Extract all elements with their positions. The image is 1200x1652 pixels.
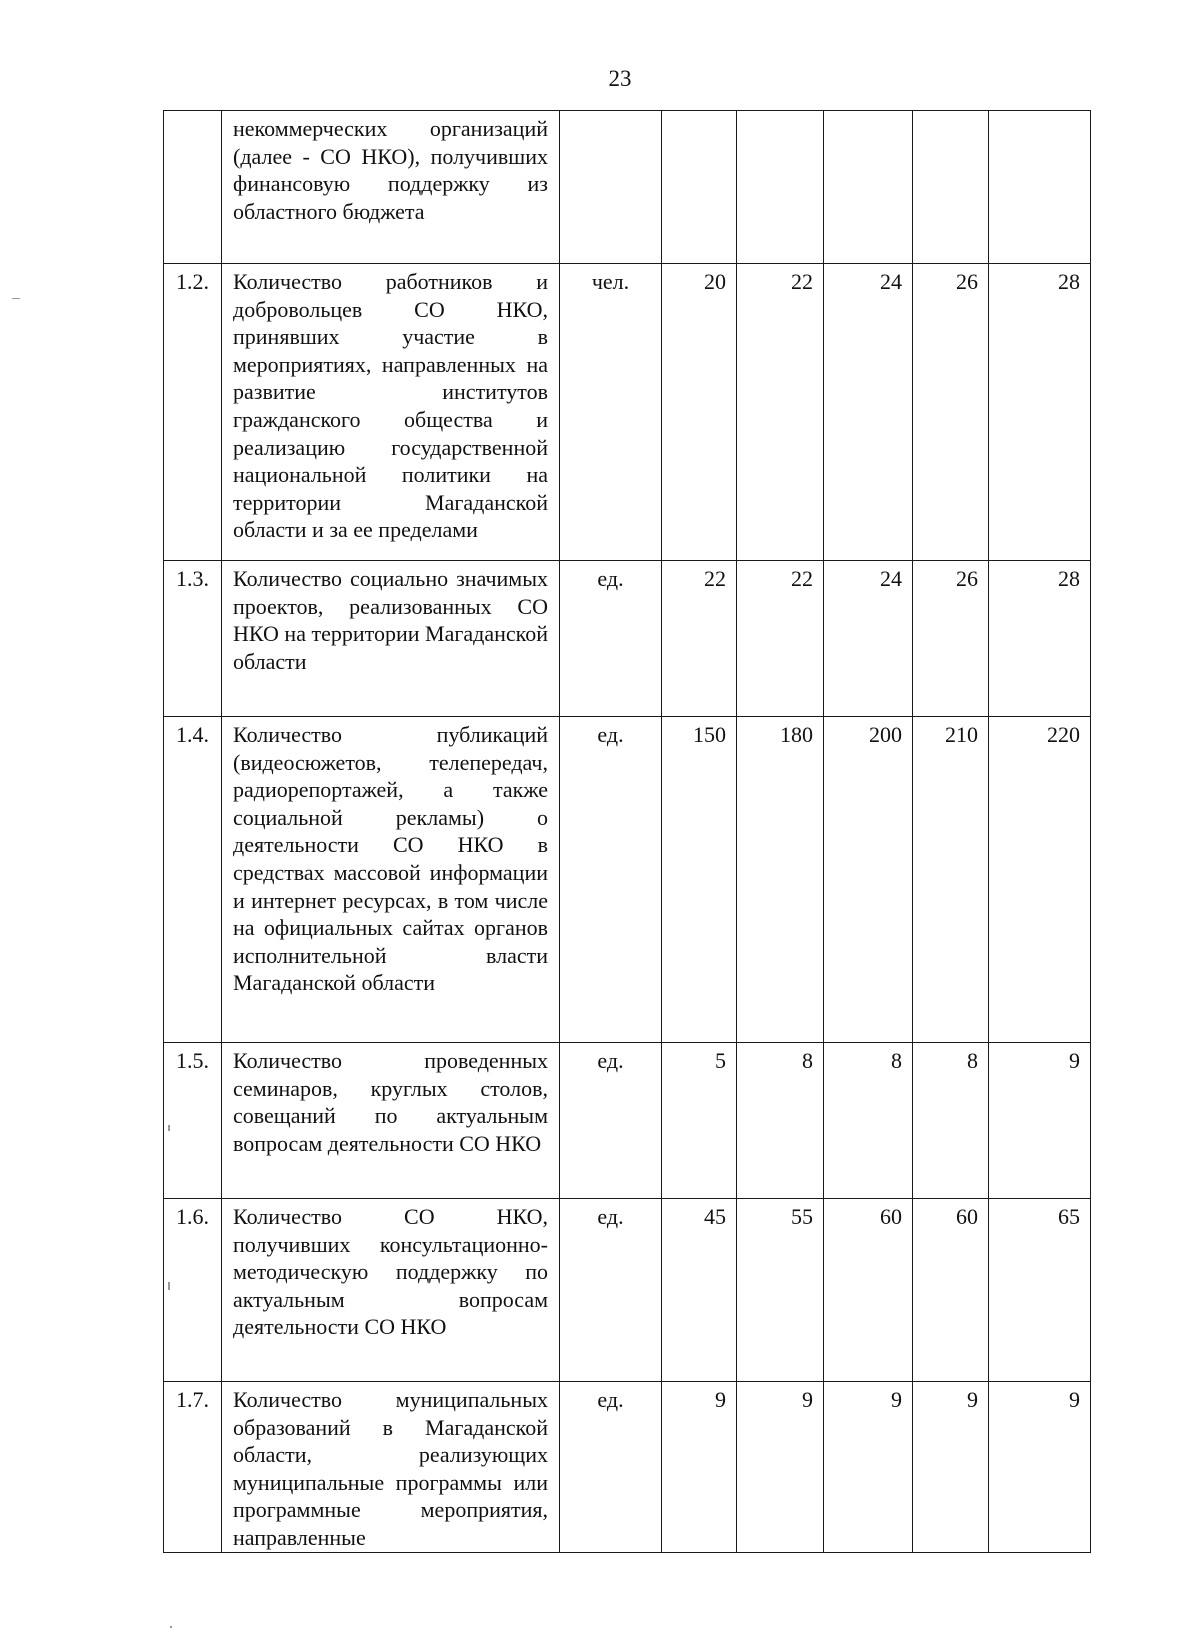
- value-cell: 9: [989, 1043, 1091, 1199]
- row-number: 1.3.: [164, 561, 222, 717]
- value-cell: 8: [913, 1043, 989, 1199]
- indicator-name: Количество работников и добровольцев СО НКО, принявших участие в мероприятиях, направленных на развитие институтов гражданского общества и реализацию государственной национальной политики на территории Магаданской области и за ее пределами: [222, 264, 560, 561]
- value-cell: 60: [913, 1199, 989, 1382]
- unit-cell: ед.: [560, 717, 662, 1043]
- scan-artifact: [170, 1626, 172, 1628]
- indicator-name: Количество СО НКО, получивших консультационно-методическую поддержку по актуальным вопросам деятельности СО НКО: [222, 1199, 560, 1382]
- unit-cell: чел.: [560, 264, 662, 561]
- value-cell: 220: [989, 717, 1091, 1043]
- table-row: [164, 111, 1091, 264]
- table-row: [164, 717, 1091, 1043]
- scan-artifact: [12, 298, 20, 299]
- table-row: [164, 1382, 1091, 1553]
- value-cell: 210: [913, 717, 989, 1043]
- row-number: 1.2.: [164, 264, 222, 561]
- value-cell: 22: [737, 561, 824, 717]
- unit-cell: [560, 111, 662, 264]
- indicator-name: Количество проведенных семинаров, круглых столов, совещаний по актуальным вопросам деятельности СО НКО: [222, 1043, 560, 1199]
- table-row: [164, 561, 1091, 717]
- value-cell: 180: [737, 717, 824, 1043]
- unit-cell: ед.: [560, 561, 662, 717]
- value-cell: 9: [824, 1382, 913, 1553]
- row-number: 1.4.: [164, 717, 222, 1043]
- row-number: 1.6.: [164, 1199, 222, 1382]
- value-cell: 8: [737, 1043, 824, 1199]
- value-cell: 9: [913, 1382, 989, 1553]
- table-row: [164, 264, 1091, 561]
- value-cell: 20: [662, 264, 737, 561]
- value-cell: 9: [737, 1382, 824, 1553]
- value-cell: [737, 111, 824, 264]
- table-row: [164, 1043, 1091, 1199]
- indicators-table: [163, 110, 1091, 1553]
- value-cell: [824, 111, 913, 264]
- value-cell: 65: [989, 1199, 1091, 1382]
- value-cell: [662, 111, 737, 264]
- value-cell: 24: [824, 264, 913, 561]
- value-cell: 22: [662, 561, 737, 717]
- value-cell: 9: [989, 1382, 1091, 1553]
- value-cell: 28: [989, 561, 1091, 717]
- value-cell: 9: [662, 1382, 737, 1553]
- unit-cell: ед.: [560, 1043, 662, 1199]
- value-cell: 26: [913, 264, 989, 561]
- row-number: [164, 111, 222, 264]
- value-cell: 8: [824, 1043, 913, 1199]
- value-cell: 55: [737, 1199, 824, 1382]
- value-cell: 60: [824, 1199, 913, 1382]
- indicator-name: Количество социально значимых проектов, реализованных СО НКО на территории Магаданской области: [222, 561, 560, 717]
- table-row: [164, 1199, 1091, 1382]
- value-cell: 24: [824, 561, 913, 717]
- unit-cell: ед.: [560, 1382, 662, 1553]
- value-cell: 45: [662, 1199, 737, 1382]
- row-number: 1.7.: [164, 1382, 222, 1553]
- value-cell: 22: [737, 264, 824, 561]
- indicator-name: некоммерческих организаций (далее - СО НКО), получивших финансовую поддержку из областного бюджета: [222, 111, 560, 264]
- value-cell: 150: [662, 717, 737, 1043]
- scan-artifact: [168, 1282, 170, 1290]
- value-cell: 200: [824, 717, 913, 1043]
- value-cell: [913, 111, 989, 264]
- unit-cell: ед.: [560, 1199, 662, 1382]
- value-cell: [989, 111, 1091, 264]
- value-cell: 26: [913, 561, 989, 717]
- indicator-name: Количество муниципальных образований в Магаданской области, реализующих муниципальные программы или программные мероприятия, направленные: [222, 1382, 560, 1553]
- scan-artifact: [168, 1125, 170, 1131]
- indicator-name: Количество публикаций (видеосюжетов, телепередач, радиорепортажей, а также социальной рекламы) о деятельности СО НКО в средствах массовой информации и интернет ресурсах, в том числе на официальных сайтах органов исполнительной власти Магаданской области: [222, 717, 560, 1043]
- row-number: 1.5.: [164, 1043, 222, 1199]
- page-number: 23: [608, 66, 632, 91]
- value-cell: 5: [662, 1043, 737, 1199]
- value-cell: 28: [989, 264, 1091, 561]
